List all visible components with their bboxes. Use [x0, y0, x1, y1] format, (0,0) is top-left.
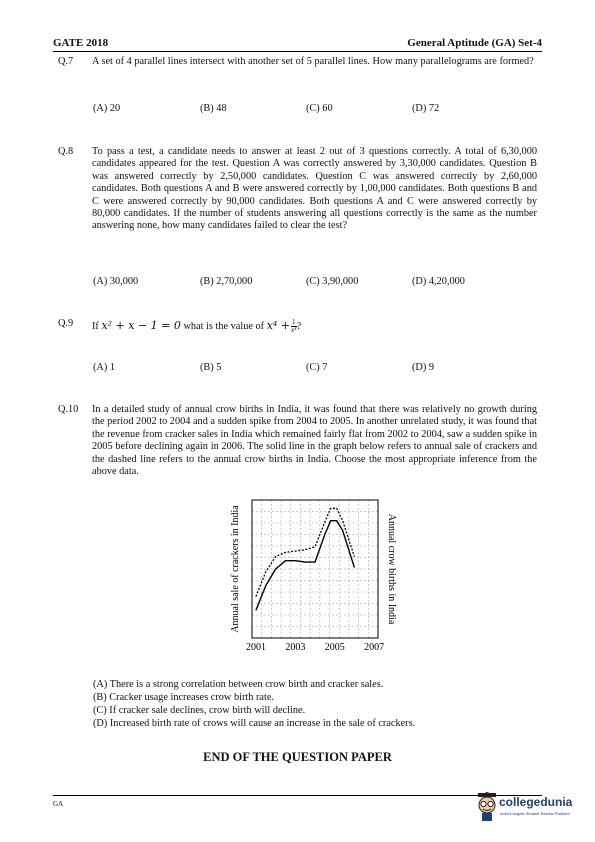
q9-option-a: (A) 1 [93, 362, 116, 373]
fraction-denominator: x⁴ [291, 326, 297, 334]
q7-option-c: (C) 60 [306, 103, 333, 114]
plot-frame [252, 500, 378, 638]
question-text [92, 319, 537, 334]
q8-option-a: (A) 30,000 [93, 276, 139, 287]
paper-section: General Aptitude (GA) Set-4 [407, 37, 542, 49]
q10-option-d: (D) Increased birth rate of crows will cause an increase in the sale of crackers. [93, 718, 416, 729]
q7-option-b: (B) 48 [200, 103, 227, 114]
exam-title: GATE 2018 [53, 37, 109, 49]
q9-equation: x² + x − 1 = 0 [101, 318, 181, 332]
q10-option-a: (A) There is a strong correlation between crow birth and cracker sales. [93, 679, 384, 690]
brand-tagline: India's largest Student Review Platform [500, 811, 570, 816]
q10-option-b: (B) Cracker usage increases crow birth rate. [93, 692, 274, 703]
q9-option-d: (D) 9 [412, 362, 435, 373]
question-number: Q.8 [58, 146, 74, 157]
mascot-icon [475, 792, 499, 822]
question-number: Q.7 [58, 56, 74, 67]
chart-grid [252, 500, 378, 638]
brand-name: collegedunia [499, 795, 573, 809]
q9-question-mark: ? [296, 320, 302, 332]
q8-option-d: (D) 4,20,000 [412, 276, 465, 287]
x-tick-label: 2003 [285, 642, 306, 653]
chart-series [256, 508, 355, 610]
series-cracker-sales-solid [256, 521, 355, 611]
question-number: Q.9 [58, 318, 74, 329]
q8-option-b: (B) 2,70,000 [200, 276, 253, 287]
q9-option-c: (C) 7 [306, 362, 328, 373]
footer-rule [53, 795, 542, 796]
fraction-numerator: 1 [292, 318, 296, 326]
q7-option-d: (D) 72 [412, 103, 440, 114]
x-tick-label: 2005 [324, 642, 345, 653]
x-tick-label: 2007 [364, 642, 385, 653]
question-text: To pass a test, a candidate needs to answer at least 2 out of 3 questions correctly. A total of 6,30,000 candidates appeared for the test. Question A was correctly answered by 3,30,000 candidates. Question B was answered correctly by 2,50,000 candidates. Question C was answered correctly by 2,60,000 candidates. Both questions A and B were answered correctly by 1,00,000 candidates. Both questions B and C were answered correctly by 90,000 candidates. Both questions A and C were answered correctly by 80,000 candidates. If the number of students answering all questions correctly is the same as the number answering none, how many candidates failed to clear the test? [92, 146, 537, 232]
question-text: In a detailed study of annual crow births in India, it was found that there was relatively no growth during the period 2002 to 2004 and a sudden spike from 2004 to 2005. In another unrelated study, it was found that the revenue from cracker sales in India which remained fairly flat from 2002 to 2004, saw a sudden spike in 2005 before declining again in 2006. The solid line in the graph below refers to annual sale of crackers and the dashed line refers to the annual crow births in India. Choose the most appropriate inference from the above data. [92, 404, 537, 478]
y-axis-label-right: Annual crow births in India [386, 513, 397, 625]
x-tick-label: 2001 [245, 642, 266, 653]
x-tick-labels [246, 642, 384, 653]
header-rule [53, 51, 542, 52]
q8-option-c: (C) 3,90,000 [306, 276, 359, 287]
q9-expression: x⁴ + [266, 318, 291, 332]
q7-option-a: (A) 20 [93, 103, 121, 114]
y-axis-label-left: Annual sale of crackers in India [230, 505, 241, 633]
collegedunia-logo[interactable] [473, 790, 595, 826]
q9-mid: what is the value of [183, 320, 265, 332]
series-crow-births-dashed [256, 508, 355, 596]
q10-option-c: (C) If cracker sale declines, crow birth will decline. [93, 705, 306, 716]
question-text: A set of 4 parallel lines intersect with another set of 5 parallel lines. How many parallelograms are formed? [92, 56, 534, 67]
end-of-paper: END OF THE QUESTION PAPER [203, 750, 392, 764]
question-number: Q.10 [58, 404, 79, 415]
q9-option-b: (B) 5 [200, 362, 222, 373]
footer-left: GA [53, 800, 64, 808]
crow-cracker-chart [225, 496, 405, 662]
q9-if: If [92, 320, 99, 332]
